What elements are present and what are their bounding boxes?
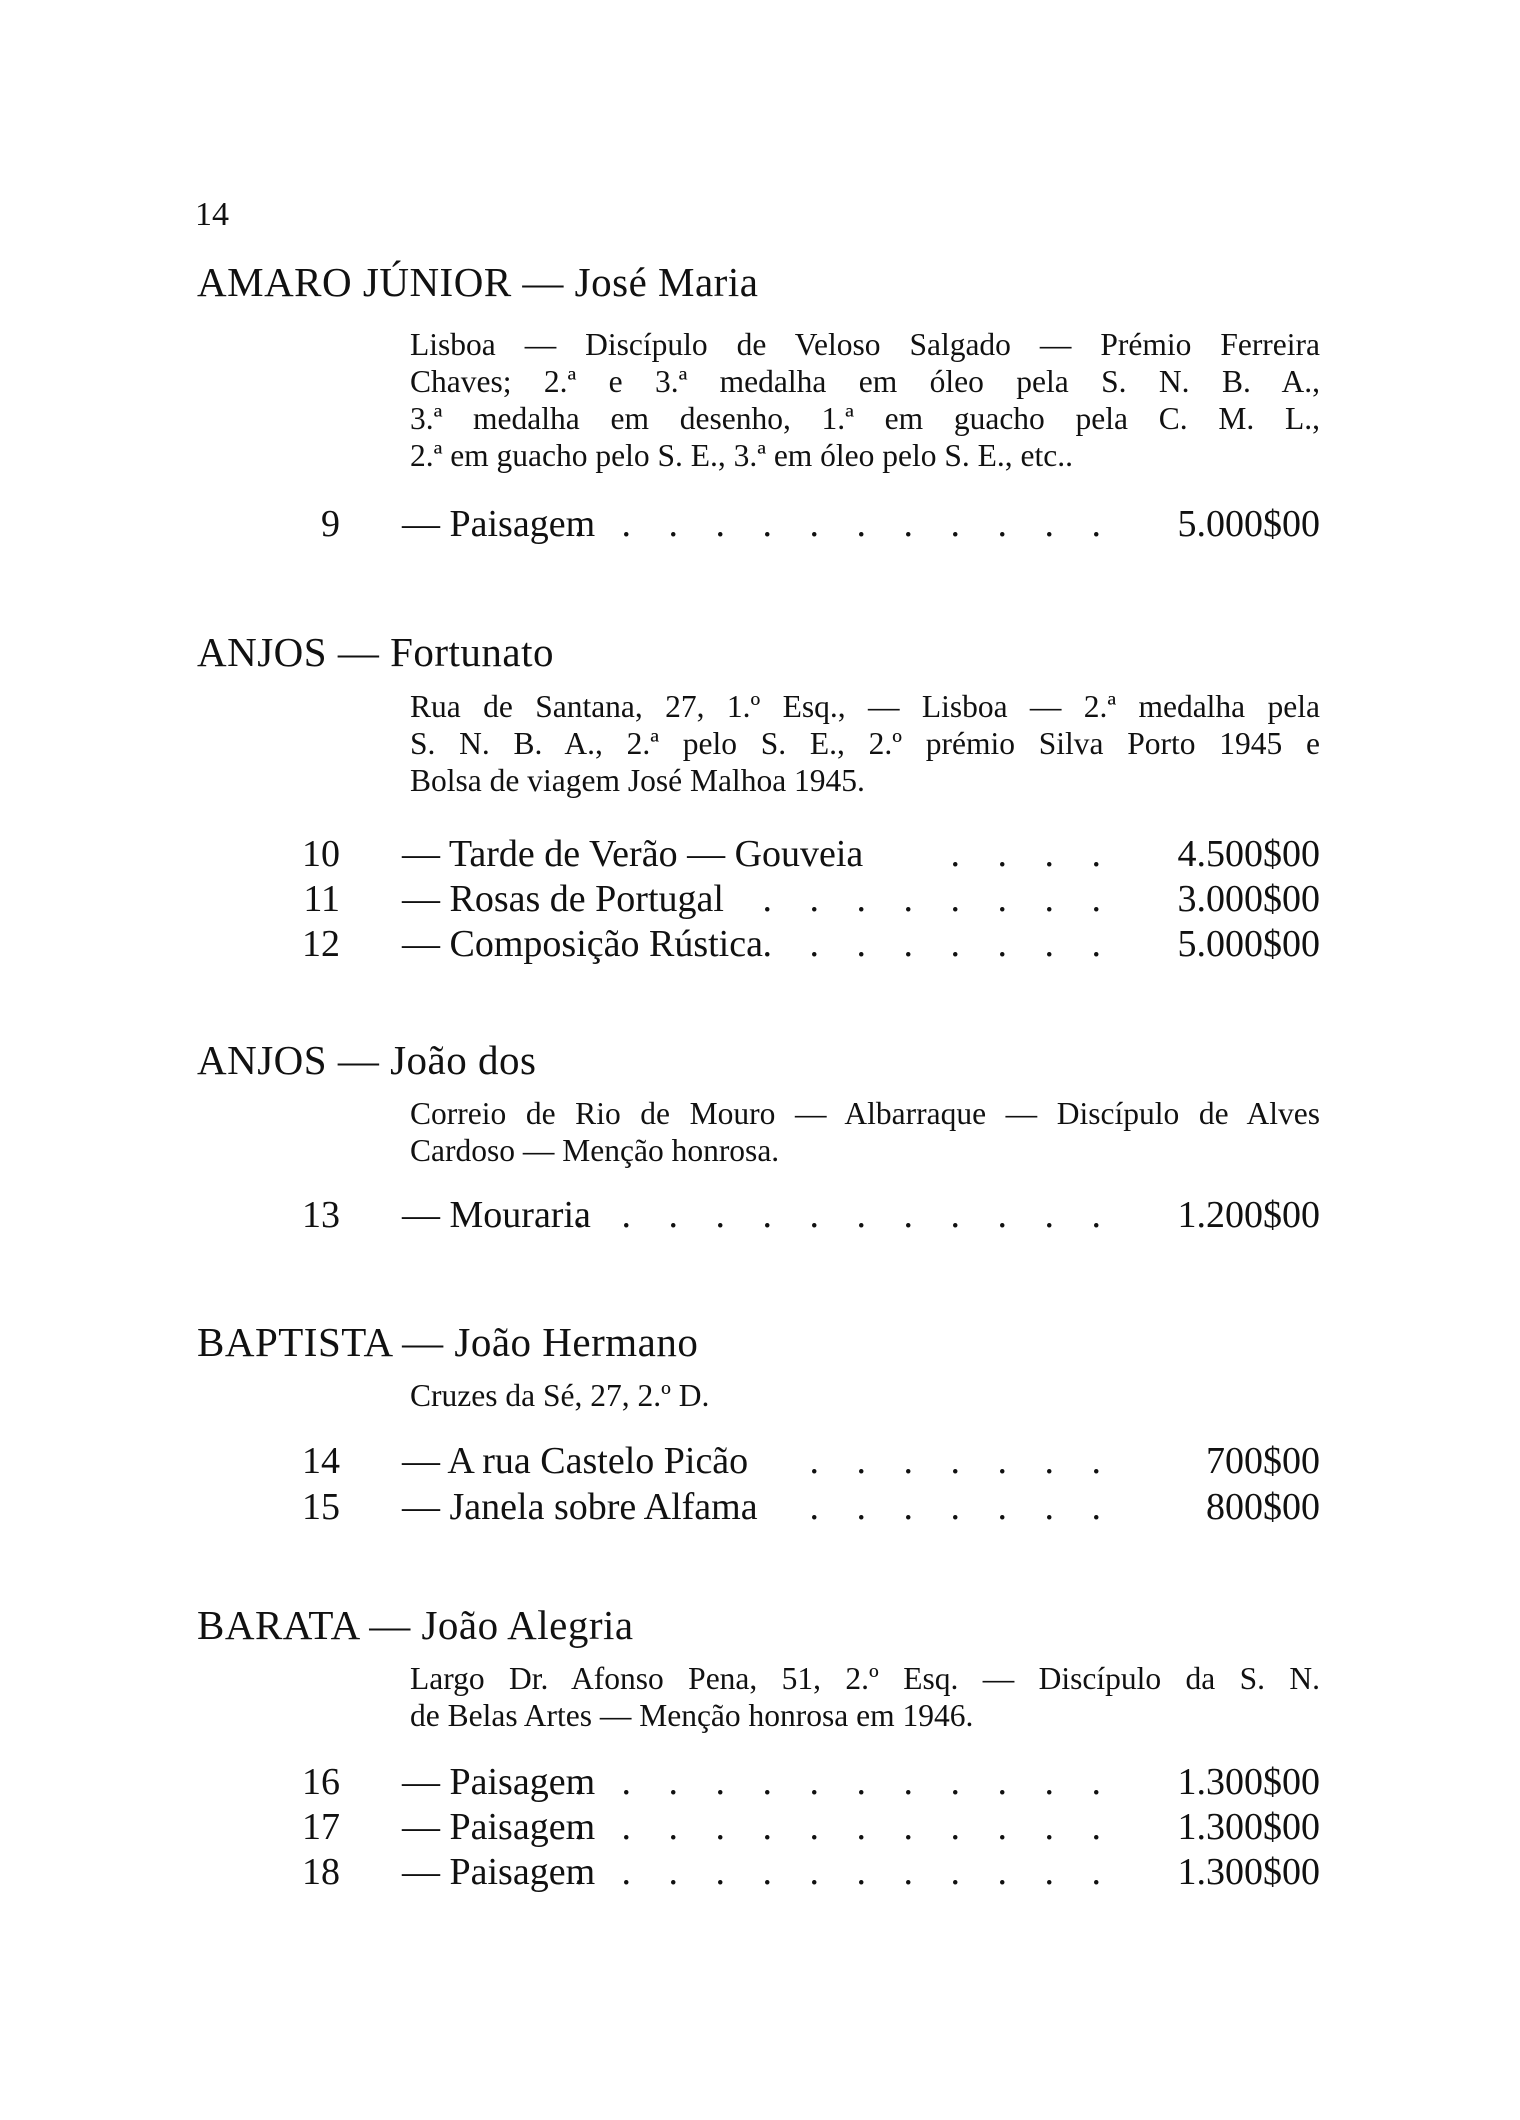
artist-name: ANJOS — João dos bbox=[197, 1037, 537, 1083]
work-price: 700$00 bbox=[1206, 1440, 1320, 1482]
work-item bbox=[0, 1759, 1520, 1805]
work-title: — Paisagem bbox=[402, 1806, 596, 1848]
artist-bio bbox=[410, 688, 1320, 799]
artist-name: AMARO JÚNIOR — José Maria bbox=[197, 259, 759, 305]
work-number: 12 bbox=[302, 923, 340, 965]
bio-line: Largo Dr. Afonso Pena, 51, 2.º Esq. — Discípulo da S. N. bbox=[410, 1661, 1320, 1696]
artist-name: BARATA — João Alegria bbox=[197, 1602, 634, 1648]
dot-leader: . . . . . . . . . . . . bbox=[574, 1806, 1115, 1848]
work-price: 3.000$00 bbox=[1177, 878, 1320, 920]
work-item bbox=[0, 876, 1520, 922]
work-number: 15 bbox=[302, 1486, 340, 1528]
artist-bio bbox=[410, 326, 1320, 474]
work-number: 10 bbox=[302, 833, 340, 875]
work-title: — Paisagem bbox=[402, 1761, 596, 1803]
page-number: 14 bbox=[195, 196, 229, 233]
work-title: — A rua Castelo Picão bbox=[402, 1440, 749, 1482]
dot-leader: . . . . . . . bbox=[809, 1486, 1115, 1528]
work-number: 16 bbox=[302, 1761, 340, 1803]
bio-line: Bolsa de viagem José Malhoa 1945. bbox=[410, 763, 865, 798]
work-title: — Janela sobre Alfama bbox=[402, 1486, 758, 1528]
dot-leader: . . . . . . . bbox=[809, 1440, 1115, 1482]
work-price: 800$00 bbox=[1206, 1486, 1320, 1528]
dot-leader: . . . . bbox=[950, 833, 1115, 875]
work-price: 1.300$00 bbox=[1177, 1806, 1320, 1848]
work-number: 11 bbox=[303, 878, 340, 920]
work-number: 18 bbox=[302, 1851, 340, 1893]
artist-name: ANJOS — Fortunato bbox=[197, 629, 555, 675]
bio-line: Cardoso — Menção honrosa. bbox=[410, 1133, 780, 1168]
work-item bbox=[0, 921, 1520, 967]
work-title: — Mouraria bbox=[402, 1194, 591, 1236]
dot-leader: . . . . . . . . bbox=[762, 878, 1115, 920]
bio-line: Lisboa — Discípulo de Veloso Salgado — Prémio Ferreira bbox=[410, 327, 1320, 362]
dot-leader: . . . . . . . . . . . . bbox=[574, 1761, 1115, 1803]
work-price: 4.500$00 bbox=[1177, 833, 1320, 875]
work-item bbox=[0, 1484, 1520, 1530]
bio-line: Correio de Rio de Mouro — Albarraque — Discípulo de Alves bbox=[410, 1096, 1320, 1131]
dot-leader: . . . . . . . . . . . . bbox=[574, 1194, 1115, 1236]
work-item bbox=[0, 831, 1520, 877]
work-number: 17 bbox=[302, 1806, 340, 1848]
work-title: — Composição Rústica bbox=[402, 923, 763, 965]
work-price: 5.000$00 bbox=[1177, 503, 1320, 545]
work-item bbox=[0, 501, 1520, 547]
work-item bbox=[0, 1804, 1520, 1850]
work-price: 1.300$00 bbox=[1177, 1761, 1320, 1803]
artist-name: BAPTISTA — João Hermano bbox=[197, 1319, 699, 1365]
work-number: 9 bbox=[321, 503, 340, 545]
work-price: 5.000$00 bbox=[1177, 923, 1320, 965]
work-item bbox=[0, 1192, 1520, 1238]
dot-leader: . . . . . . . . . . . . bbox=[574, 1851, 1115, 1893]
artist-bio bbox=[410, 1660, 1320, 1734]
dot-leader: . . . . . . . . . . . . bbox=[574, 503, 1115, 545]
dot-leader: . . . . . . . . bbox=[762, 923, 1115, 965]
work-title: — Rosas de Portugal bbox=[402, 878, 724, 920]
bio-line: Chaves; 2.ª e 3.ª medalha em óleo pela S. N. B. A., bbox=[410, 364, 1320, 399]
work-title: — Tarde de Verão — Gouveia bbox=[402, 833, 864, 875]
artist-bio bbox=[410, 1095, 1320, 1169]
bio-line: Cruzes da Sé, 27, 2.º D. bbox=[410, 1378, 710, 1413]
work-number: 14 bbox=[302, 1440, 340, 1482]
bio-line: de Belas Artes — Menção honrosa em 1946. bbox=[410, 1698, 974, 1733]
artist-bio bbox=[410, 1377, 1320, 1414]
work-item bbox=[0, 1849, 1520, 1895]
work-price: 1.300$00 bbox=[1177, 1851, 1320, 1893]
work-item bbox=[0, 1438, 1520, 1484]
work-title: — Paisagem bbox=[402, 1851, 596, 1893]
bio-line: Rua de Santana, 27, 1.º Esq., — Lisboa — 2.ª medalha pela bbox=[410, 689, 1320, 724]
work-price: 1.200$00 bbox=[1177, 1194, 1320, 1236]
work-number: 13 bbox=[302, 1194, 340, 1236]
bio-line: 3.ª medalha em desenho, 1.ª em guacho pela C. M. L., bbox=[410, 401, 1320, 436]
bio-line: S. N. B. A., 2.ª pelo S. E., 2.º prémio Silva Porto 1945 e bbox=[410, 726, 1320, 761]
bio-line: 2.ª em guacho pelo S. E., 3.ª em óleo pelo S. E., etc.. bbox=[410, 438, 1073, 473]
work-title: — Paisagem bbox=[402, 503, 596, 545]
